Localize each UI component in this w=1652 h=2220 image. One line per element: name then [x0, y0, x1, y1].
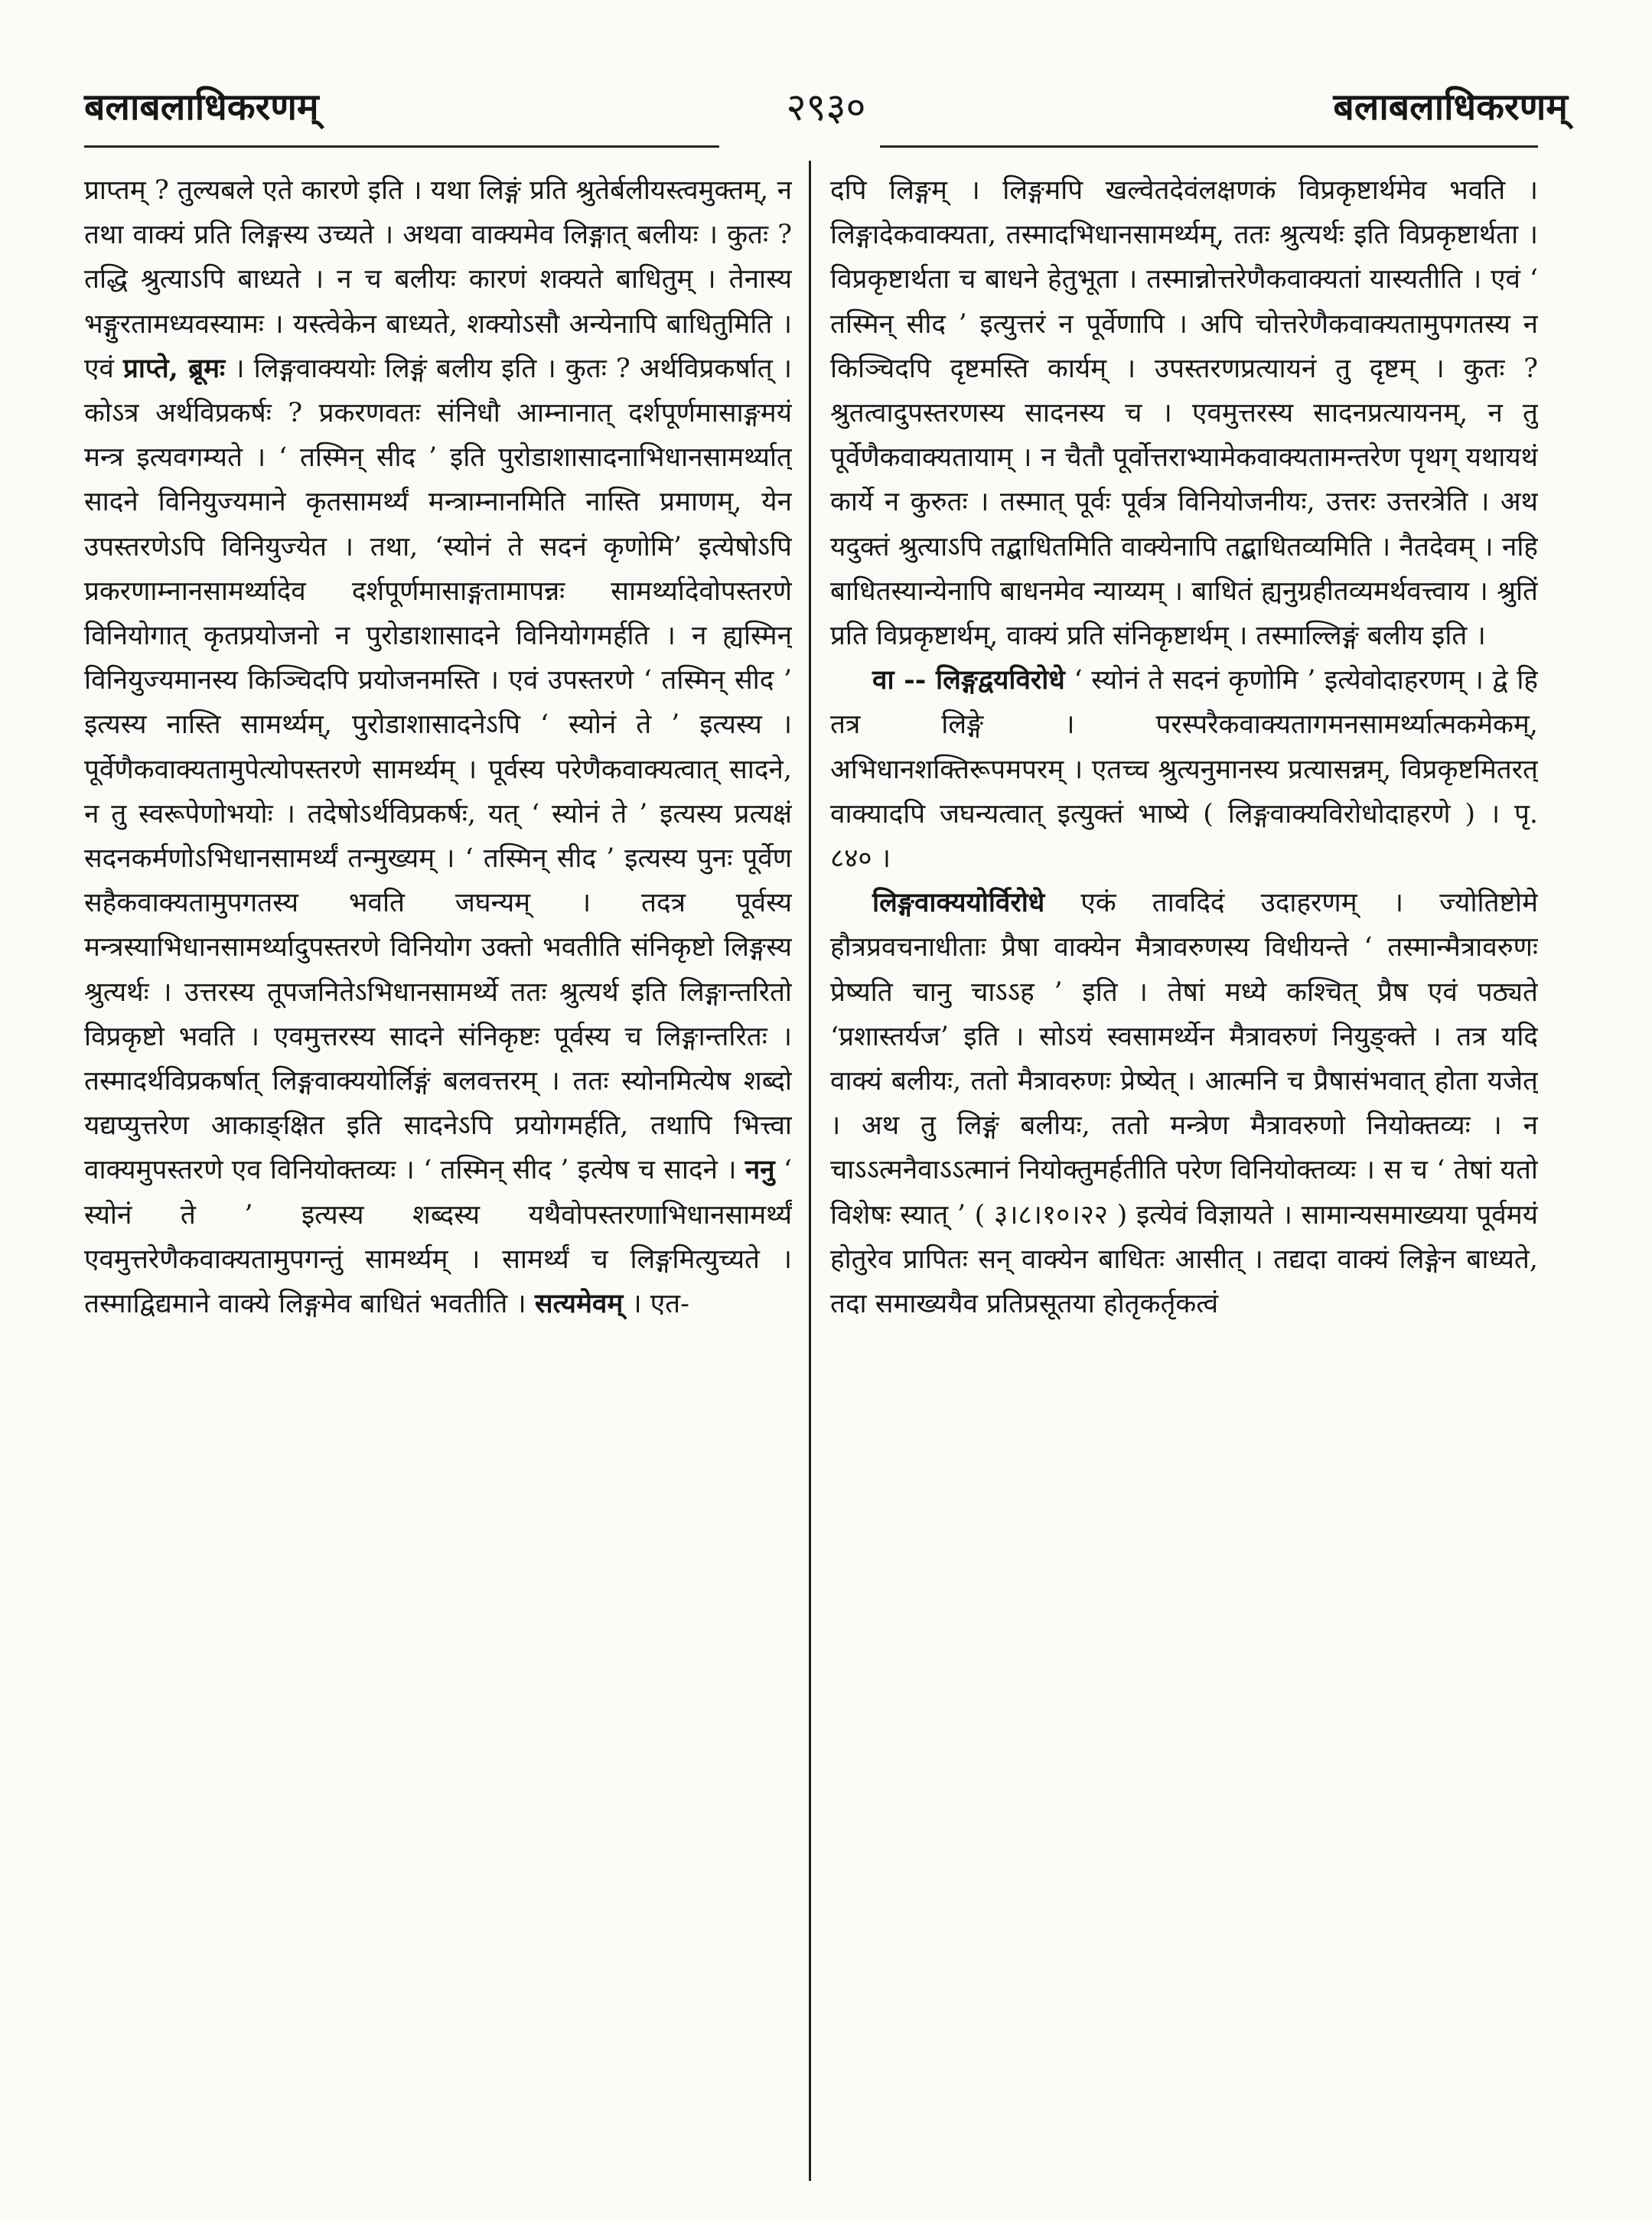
header-rule-left	[84, 145, 719, 148]
bold-run: प्राप्ते, ब्रूमः	[122, 352, 226, 384]
text-run: ‘ स्योनं ते सदनं कृणोमि ’ इत्येवोदाहरणम् । द्वे हि तत्र लिङ्गे । परस्परैकवाक्यतागमनसामर्थ्यात्मकमेकम्, अभिधानशक्तिरूपमपरम् । एतच्च श्रुत्यनुमानस्य प्रत्यासन्नम्, विप्रकृष्टमितरत् वाक्यादपि जघन्यत्वात् इत्युक्तं भाष्ये ( लिङ्गवाक्यविरोधोदाहरणे ) । पृ. ८४० ।	[830, 665, 1538, 875]
header-rule-right	[880, 145, 1538, 148]
left-column	[84, 168, 792, 2158]
right-paragraph-1: दपि लिङ्गम् । लिङ्गमपि खल्वेतदेवंलक्षणकं विप्रकृष्टार्थमेव भवति । लिङ्गादेकवाक्यता, तस्मादभिधानसामर्थ्यम्, ततः श्रुत्यर्थः इति विप्रकृष्टार्थता । विप्रकृष्टार्थता च बाधने हेतुभूता । तस्मान्नोत्तरेणैकवाक्यतां यास्यतीति । एवं ‘ तस्मिन् सीद ’ इत्युत्तरं न पूर्वेणापि । अपि चोत्तरेणैकवाक्यतामुपगतस्य न किञ्चिदपि दृष्टमस्ति कार्यम् । उपस्तरणप्रत्यायनं तु दृष्टम् । कुतः ? श्रुतत्वादुपस्तरणस्य सादनस्य च । एवमुत्तरस्य सादनप्रत्यायनम्, न तु पूर्वेणैकवाक्यतायाम् । न चैतौ पूर्वोत्तराभ्यामेकवाक्यतामन्तरेण पृथग् यथायथं कार्ये न कुरुतः । तस्मात् पूर्वः पूर्वत्र विनियोजनीयः, उत्तरः उत्तरत्रेति । अथ यदुक्तं श्रुत्याऽपि तद्बाधितमिति वाक्येनापि तद्बाधितव्यमिति । नैतदेवम् । नहि बाधितस्यान्येनापि बाधनमेव न्याय्यम् । बाधितं ह्यनुग्रहीतव्यमर्थवत्त्वाय । श्रुतिं प्रति विप्रकृष्टार्थम्, वाक्यं प्रति संनिकृष्टार्थम् । तस्माल्लिङ्गं बलीय इति ।	[830, 175, 1538, 652]
right-paragraph-2	[830, 658, 1538, 881]
bold-run: सत्यमेवम्	[534, 1288, 624, 1320]
column-divider	[809, 161, 811, 2181]
bold-run: ननु	[745, 1154, 775, 1186]
text-run: एकं तावदिदं उदाहरणम् । ज्योतिष्टोमे हौत्रप्रवचनाधीताः प्रैषा वाक्येन मैत्रावरुणस्य विधीयन्ते ‘ तस्मान्मैत्रावरुणः प्रेष्यति चानु चाऽऽह ’ इति । तेषां मध्ये कश्चित् प्रैष एवं पठ्यते ‘प्रशास्तर्यज’ इति । सोऽयं स्वसामर्थ्येन मैत्रावरुणं नियुङ्क्ते । तत्र यदि वाक्यं बलीयः, ततो मैत्रावरुणः प्रेष्येत् । आत्मनि च प्रैषासंभवात् होता यजेत् । अथ तु लिङ्गं बलीयः, ततो मन्त्रेण मैत्रावरुणो नियोक्तव्यः । न चाऽऽत्मनैवाऽऽत्मानं नियोक्तुमर्हतीति परेण विनियोक्तव्यः । स च ‘ तेषां यतो विशेषः स्यात् ’ ( ३।८।१०।२२ ) इत्येवं विज्ञायते । सामान्यसमाख्यया पूर्वमयं होतुरेव प्रापितः सन् वाक्येन बाधितः आसीत् । तद्यदा वाक्यं लिङ्गेन बाध्यते, तदा समाख्ययैव प्रतिप्रसूतया होतृकर्तृकत्वं	[830, 888, 1538, 1320]
text-run: । एत-	[623, 1289, 689, 1320]
section-heading: लिङ्गवाक्ययोर्विरोधे	[872, 887, 1045, 919]
text-run: ‘ स्योनं ते ’ इत्यस्य शब्दस्य यथैवोपस्तरणाभिधानसामर्थ्यं एवमुत्तरेणैकवाक्यतामुपगन्तुं सामर्थ्यम् । सामर्थ्यं च लिङ्गमित्युच्यते । तस्माद्विद्यमाने वाक्ये लिङ्गमेव बाधितं भवतीति ।	[84, 1155, 792, 1320]
right-paragraph-3	[830, 881, 1538, 1326]
text-run: । लिङ्गवाक्ययोः लिङ्गं बलीय इति । कुतः ? अर्थविप्रकर्षात् । कोऽत्र अर्थविप्रकर्षः ? प्रकरणवतः संनिधौ आम्नानात् दर्शपूर्णमासाङ्गमयं मन्त्र इत्यवगम्यते । ‘ तस्मिन् सीद ’ इति पुरोडाशासादनाभिधानसामर्थ्यात् सादने विनियुज्यमाने कृतसामर्थ्यं मन्त्राम्नानमिति नास्ति प्रमाणम्, येन उपस्तरणेऽपि विनियुज्येत । तथा, ‘स्योनं ते सदनं कृणोमि’ इत्येषोऽपि प्रकरणाम्नानसामर्थ्यादेव दर्शपूर्णमासाङ्गतामापन्नः सामर्थ्यादेवोपस्तरणे विनियोगात् कृतप्रयोजनो न पुरोडाशासादने विनियोगमर्हति । न ह्यस्मिन् विनियुज्यमानस्य किञ्चिदपि प्रयोजनमस्ति । एवं उपस्तरणे ‘ तस्मिन् सीद ’ इत्यस्य नास्ति सामर्थ्यम्, पुरोडाशासादनेऽपि ‘ स्योनं ते ’ इत्यस्य । पूर्वेणैकवाक्यतामुपेत्योपस्तरणे सामर्थ्यम् । पूर्वस्य परेणैकवाक्यत्वात् सादने, न तु स्वरूपेणोभयोः । तदेषोऽर्थविप्रकर्षः, यत् ‘ स्योनं ते ’ इत्यस्य प्रत्यक्षं सदनकर्मणोऽभिधानसामर्थ्यं तन्मुख्यम् । ‘ तस्मिन् सीद ’ इत्यस्य पुनः पूर्वेण सहैकवाक्यतामुपगतस्य भवति जघन्यम् । तदत्र पूर्वस्य मन्त्रस्याभिधानसामर्थ्यादुपस्तरणे विनियोग उक्तो भवतीति संनिकृष्टो लिङ्गस्य श्रुत्यर्थः । उत्तरस्य तूपजनितेऽभिधानसामर्थ्ये ततः श्रुत्यर्थ इति लिङ्गान्तरितो विप्रकृष्टो भवति । एवमुत्तरस्य सादने संनिकृष्टः पूर्वस्य च लिङ्गान्तरितः । तस्मादर्थविप्रकर्षात् लिङ्गवाक्ययोर्लिङ्गं बलवत्तरम् । ततः स्योनमित्येष शब्दो यद्यप्युत्तरेण आकाङ्क्षित इति सादनेऽपि प्रयोगमर्हति, तथापि भित्त्वा वाक्यमुपस्तरणे एव विनियोक्तव्यः । ‘ तस्मिन् सीद ’ इत्येष च सादने ।	[84, 353, 792, 1186]
running-title-left: बलाबलाधिकरणम्	[84, 86, 319, 129]
left-paragraph-1	[84, 168, 792, 1326]
text-run: प्राप्तम् ? तुल्यबले एते कारणे इति । यथा लिङ्गं प्रति श्रुतेर्बलीयस्त्वमुक्तम्, न तथा वाक्यं प्रति लिङ्गस्य उच्यते । अथवा वाक्यमेव लिङ्गात् बलीयः । कुतः ? तद्धि श्रुत्याऽपि बाध्यते । न च बलीयः कारणं शक्यते बाधितुम् । तेनास्य भङ्गुरतामध्यवस्यामः । यस्त्वेकेन बाध्यते, शक्योऽसौ अन्येनापि बाधितुमिति । एवं	[84, 175, 792, 384]
right-column	[830, 168, 1538, 2158]
running-title-right: बलाबलाधिकरणम्	[1333, 86, 1568, 129]
page-header	[84, 84, 1568, 145]
section-heading: वा -- लिङ्गद्वयविरोधे	[872, 664, 1065, 696]
page-number: २९३०	[786, 85, 866, 129]
